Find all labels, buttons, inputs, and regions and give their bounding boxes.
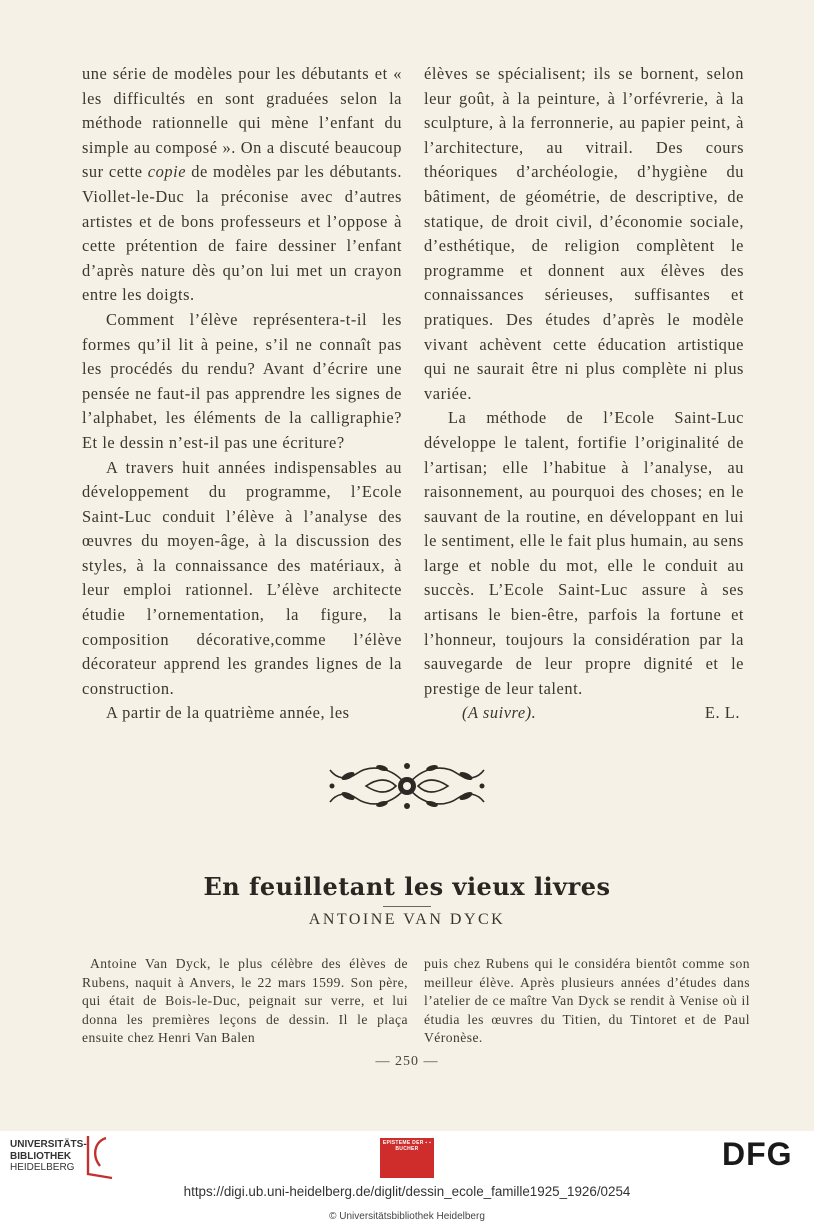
copyright-notice: © Universitätsbibliothek Heidelberg [329, 1211, 485, 1222]
paragraph: Antoine Van Dyck, le plus célèbre des élèves de Rubens, naquit à Anvers, le 22 mars 1599. Son père, qui était de Bois-le-Duc, peignait sur verre, et lui donna les premières leçons de dessin. Il le plaça ensuite chez Henri Van Balen [82, 956, 408, 1046]
paragraph: puis chez Rubens qui le considéra bientôt comme son meilleur élève. Après plusieurs années d’études dans l’atelier de ce maître Van Dyck se rendit à Venise où il étudia les œuvres du Titien, du Tintoret et de Paul Véronèse. [424, 956, 750, 1046]
university-emblem-icon [84, 1134, 114, 1180]
paragraph: une série de modèles pour les débutants et « les difficultés en sont graduées selon la méthode rationnelle qui mène l’enfant du simple au composé ». On a discuté beaucoup sur cette copie de modèles par les débutants. Viollet-le-Duc la préconise avec d’autres artistes et de bons professeurs et l’oppose à cette prétention de faire dessiner l’enfant d’après nature dès qu’on lui met un crayon entre les doigts. [82, 64, 402, 305]
episteme-logo[interactable]: EPISTEME DER ▪ ▪ BUCHER [380, 1138, 434, 1178]
section-title: En feuilletant les vieux livres [203, 872, 611, 901]
title-divider [383, 906, 431, 907]
floral-ornament-icon [326, 756, 488, 816]
vandyck-column-right [424, 955, 750, 1048]
to-follow-note: (A suivre). [462, 703, 537, 723]
paragraph: élèves se spécialisent; ils se bornent, selon leur goût, à la peinture, à l’orfévrerie, à la sculpture, à la ferronnerie, au papier peint, à l’architecture, au vitrail. Des cours théoriques d’archéologie, d’hygiène du bâtiment, de géométrie, de descriptive, de statique, de droit civil, d’économie sociale, d’esthétique, de religion complètent le programme et donnent aux élèves des connaissances sérieuses, suffisantes et pratiques. Des études d’après le modèle vivant achèvent cette éducation artistique qui ne saurait être ni plus complète ni plus variée. [424, 64, 744, 403]
emphasis-copie: copie [147, 162, 187, 182]
section-subtitle: ANTOINE VAN DYCK [308, 911, 506, 928]
vandyck-column-left [82, 955, 408, 1048]
source-url[interactable]: https://digi.ub.uni-heidelberg.de/diglit/dessin_ecole_famille1925_1926/0254 [183, 1184, 631, 1199]
paragraph: La méthode de l’Ecole Saint-Luc développe le talent, fortifie l’originalité de l’artisan; elle l’habitue à l’analyse, au raisonnement, au pourquoi des choses; en le sauvant de la routine, en développant en lui le sentiment, elle le fait plus humain, au sens large et noble du mot, elle le conduit au succès. L’Ecole Saint-Luc assure à ses artisans le bien-être, parfois la fortune et l’honneur, toujours la considération par la sauvegarde de leur propre dignité et le prestige de leur talent. [424, 408, 744, 698]
paragraph: A travers huit années indispensables au développement du programme, l’Ecole Saint-Luc conduit l’élève à l’analyse des œuvres du moyen-âge, à la discussion des styles, à la connaissance des matériaux, à leur emploi rationnel. L’élève architecte étudie l’ornementation, la figure, la composition décorative,comme l’élève décorateur apprend les grandes lignes de la construction. [82, 457, 402, 698]
article-column-left [82, 62, 402, 726]
article-column-right [424, 62, 744, 726]
university-library-logo[interactable]: UNIVERSITÄTS- BIBLIOTHEK HEIDELBERG [10, 1139, 87, 1173]
author-signature: E. L. [704, 703, 740, 723]
article-signoff [424, 701, 744, 726]
dfg-logo[interactable]: DFG [722, 1136, 793, 1172]
page-number: — 250 — [375, 1054, 439, 1069]
paragraph: Comment l’élève représentera-t-il les formes qu’il lit à peine, s’il ne connaît pas les procédés du rendu? Avant d’écrire une pensée ne faut-il pas apprendre les signes de l’alphabet, les éléments de la calligraphie? Et le dessin n’est-il pas une écriture? [82, 309, 402, 452]
paragraph: A partir de la quatrième année, les [106, 703, 350, 723]
